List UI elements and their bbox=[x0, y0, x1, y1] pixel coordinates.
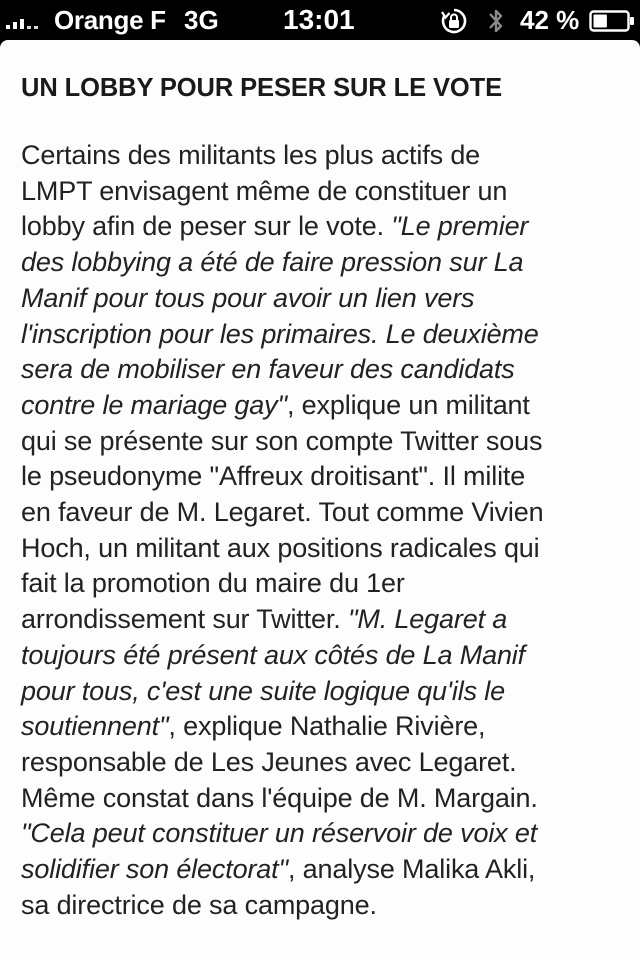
article-line bbox=[21, 674, 621, 710]
article-quote-text: contre le mariage gay" bbox=[21, 389, 287, 420]
article-line bbox=[21, 138, 621, 174]
article-quote-text: solidifier son électorat" bbox=[21, 854, 288, 885]
article-line bbox=[21, 745, 621, 781]
article-quote-text: Manif pour tous pour avoir un lien vers bbox=[21, 282, 475, 313]
article-quote-text: "Cela peut constituer un réservoir de voix et bbox=[21, 818, 538, 849]
article-headline: UN LOBBY POUR PESER SUR LE VOTE bbox=[21, 74, 503, 102]
article-line bbox=[21, 852, 621, 888]
article-text: , explique un militant bbox=[286, 389, 530, 420]
signal-bars-icon bbox=[6, 15, 38, 29]
article-quote-text: "Le premier bbox=[391, 211, 529, 242]
article-line bbox=[21, 459, 621, 495]
article-line bbox=[21, 495, 621, 531]
article-line bbox=[21, 424, 621, 460]
article-line bbox=[21, 709, 621, 745]
article-line bbox=[21, 638, 621, 674]
article-line bbox=[21, 209, 621, 245]
article-text: qui se présente sur son compte Twitter sous bbox=[21, 425, 543, 456]
article-body bbox=[21, 138, 621, 923]
article-text: responsable de Les Jeunes avec Legaret. bbox=[21, 746, 517, 777]
article-text: Même constat dans l'équipe de M. Margain. bbox=[21, 782, 538, 813]
article-line bbox=[21, 816, 621, 852]
article-text: en faveur de M. Legaret. Tout comme Vivien bbox=[21, 497, 544, 528]
article-line bbox=[21, 781, 621, 817]
article-text: , explique Nathalie Rivière, bbox=[168, 711, 486, 742]
article-line bbox=[21, 317, 621, 353]
article-quote-text: pour tous, c'est une suite logique qu'ils le bbox=[21, 675, 506, 706]
battery-icon bbox=[589, 10, 635, 32]
article-line bbox=[21, 531, 621, 567]
article-text: fait la promotion du maire du 1er bbox=[21, 568, 405, 599]
article-line bbox=[21, 281, 621, 317]
article-text: arrondissement sur Twitter. bbox=[21, 604, 348, 635]
article-text: lobby afin de peser sur le vote. bbox=[21, 211, 392, 242]
article-line bbox=[21, 245, 621, 281]
article-line bbox=[21, 566, 621, 602]
article-quote-text: "M. Legaret a bbox=[347, 604, 508, 635]
article-quote-text: l'inscription pour les primaires. Le deuxième bbox=[21, 318, 539, 349]
article-view[interactable] bbox=[0, 40, 640, 960]
article-line bbox=[21, 888, 621, 924]
article-text: sa directrice de sa campagne. bbox=[21, 889, 377, 920]
article-text: le pseudonyme "Affreux droitisant". Il milite bbox=[21, 461, 526, 492]
battery-percentage: 42 % bbox=[520, 5, 580, 35]
article-quote-text: toujours été présent aux côtés de La Manif bbox=[21, 639, 526, 670]
bluetooth-icon bbox=[486, 6, 506, 36]
carrier-name: Orange F bbox=[54, 5, 166, 35]
article-text: Certains des militants les plus actifs de bbox=[21, 140, 481, 170]
article-line bbox=[21, 174, 621, 210]
article-quote-text: des lobbying a été de faire pression sur La bbox=[21, 247, 524, 278]
article-line bbox=[21, 602, 621, 638]
rotation-lock-icon bbox=[440, 7, 468, 35]
article-text: Hoch, un militant aux positions radicales qui bbox=[21, 532, 540, 563]
battery-fill bbox=[594, 15, 607, 28]
status-bar bbox=[0, 0, 640, 40]
article-text: LMPT envisagent même de constituer un bbox=[21, 175, 508, 206]
article-quote-text: soutiennent" bbox=[21, 711, 169, 742]
article-text: , analyse Malika Akli, bbox=[287, 854, 536, 885]
article-quote-text: sera de mobiliser en faveur des candidats bbox=[21, 354, 515, 385]
status-time: 13:01 bbox=[283, 4, 355, 35]
article-line bbox=[21, 352, 621, 388]
network-type: 3G bbox=[184, 5, 219, 35]
article-line bbox=[21, 388, 621, 424]
